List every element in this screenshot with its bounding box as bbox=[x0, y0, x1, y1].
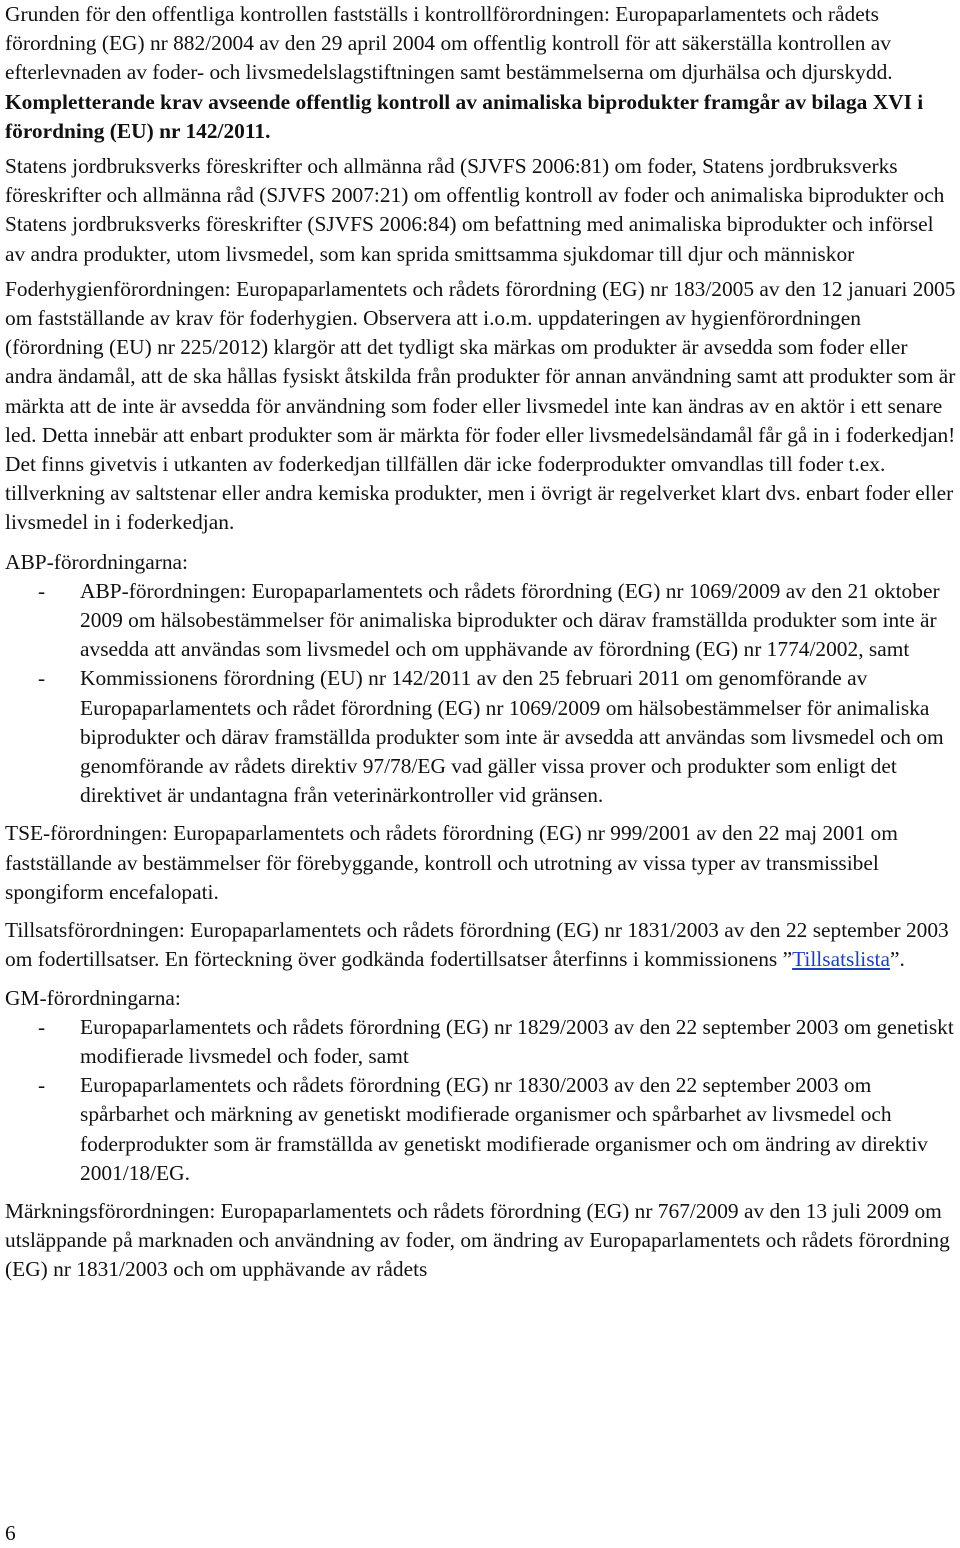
list-item-text: Europaparlamentets och rådets förordning (EG) nr 1830/2003 av den 22 september 2003 om spårbarhet och märkning av genetiskt modifierade organismer och spårbarhet av livsmedel och foderprodukter som är framställda av genetiskt modifierade organismer och om ändring av direktiv 2001/18/EG. bbox=[80, 1073, 928, 1185]
document-page bbox=[5, 0, 957, 1285]
paragraph-text: Grunden för den offentliga kontrollen fastställs i kontrollförordningen: Europaparlamentets och rådets förordning (EG) nr 882/2004 av den 29 april 2004 om offentlig kontroll för att säkerställa kontrollen av efterlevnaden av foder- och livsmedelslagstiftningen samt bestämmelserna om djurhälsa och djurskydd. bbox=[5, 2, 893, 85]
paragraph-sjvfs: Statens jordbruksverks föreskrifter och allmänna råd (SJVFS 2006:81) om foder, Statens jordbruksverks föreskrifter och allmänna råd (SJVFS 2007:21) om offentlig kontroll av foder och animaliska biprodukter och Statens jordbruksverks föreskrifter (SJVFS 2006:84) om befattning med animaliska biprodukter och införsel av andra produkter, utom livsmedel, som kan sprida smittsamma sjukdomar till djur och människor bbox=[5, 154, 945, 266]
list-dash: - bbox=[38, 1073, 46, 1098]
paragraph-kontrollforordningen bbox=[5, 0, 957, 146]
list-gm bbox=[5, 1013, 957, 1188]
paragraph-foderhygien: Foderhygienförordningen: Europaparlamentets och rådets förordning (EG) nr 183/2005 av den 12 januari 2005 om fastställande av krav för foderhygien. Observera att i.o.m. uppdateringen av hygienförordningen (förordning (EU) nr 225/2012) klargör att det tydligt ska märkas om produkter är avsedda som foder eller andra ändamål, att de ska hållas fysiskt åtskilda från produkter för annan användning samt att produkter som är märkta att de inte är avsedda för användning som foder eller livsmedel inte kan ändras av en aktör i ett senare led. Detta innebär att enbart produkter som är märkta för foder eller livsmedelsändamål får gå in i foderkedjan! Det finns givetvis i utkanten av foderkedjan tillfällen där icke foderprodukter omvandlas till foder t.ex. tillverkning av saltstenar eller andra kemiska produkter, men i övrigt är regelverket klart dvs. enbart foder eller livsmedel in i foderkedjan. bbox=[5, 276, 956, 535]
list-dash: - bbox=[38, 666, 46, 691]
page-number: 6 bbox=[5, 1521, 16, 1545]
heading-gm: GM-förordningarna: bbox=[5, 985, 181, 1010]
list-item bbox=[5, 1013, 957, 1071]
paragraph-bold-text: Kompletterande krav avseende offentlig kontroll av animaliska biprodukter framgår av bilaga XVI i förordning (EU) nr 142/2011. bbox=[5, 89, 924, 143]
list-item bbox=[5, 577, 957, 665]
paragraph-text-end: ”. bbox=[890, 947, 905, 972]
list-item-text: ABP-förordningen: Europaparlamentets och rådets förordning (EG) nr 1069/2009 av den 21 oktober 2009 om hälsobestämmelser för animaliska biprodukter och därav framställda produkter som inte är avsedda att användas som livsmedel och om upphävande av förordning (EG) nr 1774/2002, samt bbox=[80, 578, 940, 662]
list-dash: - bbox=[38, 578, 46, 603]
paragraph-tse: TSE-förordningen: Europaparlamentets och rådets förordning (EG) nr 999/2001 av den 22 maj 2001 om fastställande av bestämmelser för förebyggande, kontroll och utrotning av vissa typer av transmissibel spongiform encefalopati. bbox=[5, 821, 898, 904]
list-item bbox=[5, 664, 957, 810]
list-item bbox=[5, 1071, 957, 1188]
heading-abp: ABP-förordningarna: bbox=[5, 549, 188, 574]
list-item-text: Europaparlamentets och rådets förordning (EG) nr 1829/2003 av den 22 september 2003 om genetiskt modifierade livsmedel och foder, samt bbox=[80, 1014, 954, 1068]
paragraph-tillsats bbox=[5, 916, 957, 974]
list-abp bbox=[5, 577, 957, 811]
tillsatslista-link[interactable]: Tillsatslista bbox=[792, 947, 890, 972]
paragraph-text: Tillsatsförordningen: Europaparlamentets och rådets förordning (EG) nr 1831/2003 av den 22 september 2003 om fodertillsatser. En förteckning över godkända fodertillsatser återfinns i kommissionens ” bbox=[5, 918, 949, 972]
list-item-text: Kommissionens förordning (EU) nr 142/2011 av den 25 februari 2011 om genomförande av Europaparlamentets och rådet förordning (EG) nr 1069/2009 om hälsobestämmelser för animaliska biprodukter och därav framställda produkter som inte är avsedda att användas som livsmedel och om genomförande av rådets direktiv 97/78/EG vad gäller vissa prover och produkter som enligt det direktivet är undantagna från veterinärkontroller vid gränsen. bbox=[80, 666, 944, 808]
paragraph-markning: Märkningsförordningen: Europaparlamentets och rådets förordning (EG) nr 767/2009 av den 13 juli 2009 om utsläppande på marknaden och användning av foder, om ändring av Europaparlamentets och rådets förordning (EG) nr 1831/2003 och om upphävande av rådets bbox=[5, 1198, 950, 1282]
list-dash: - bbox=[38, 1014, 46, 1039]
